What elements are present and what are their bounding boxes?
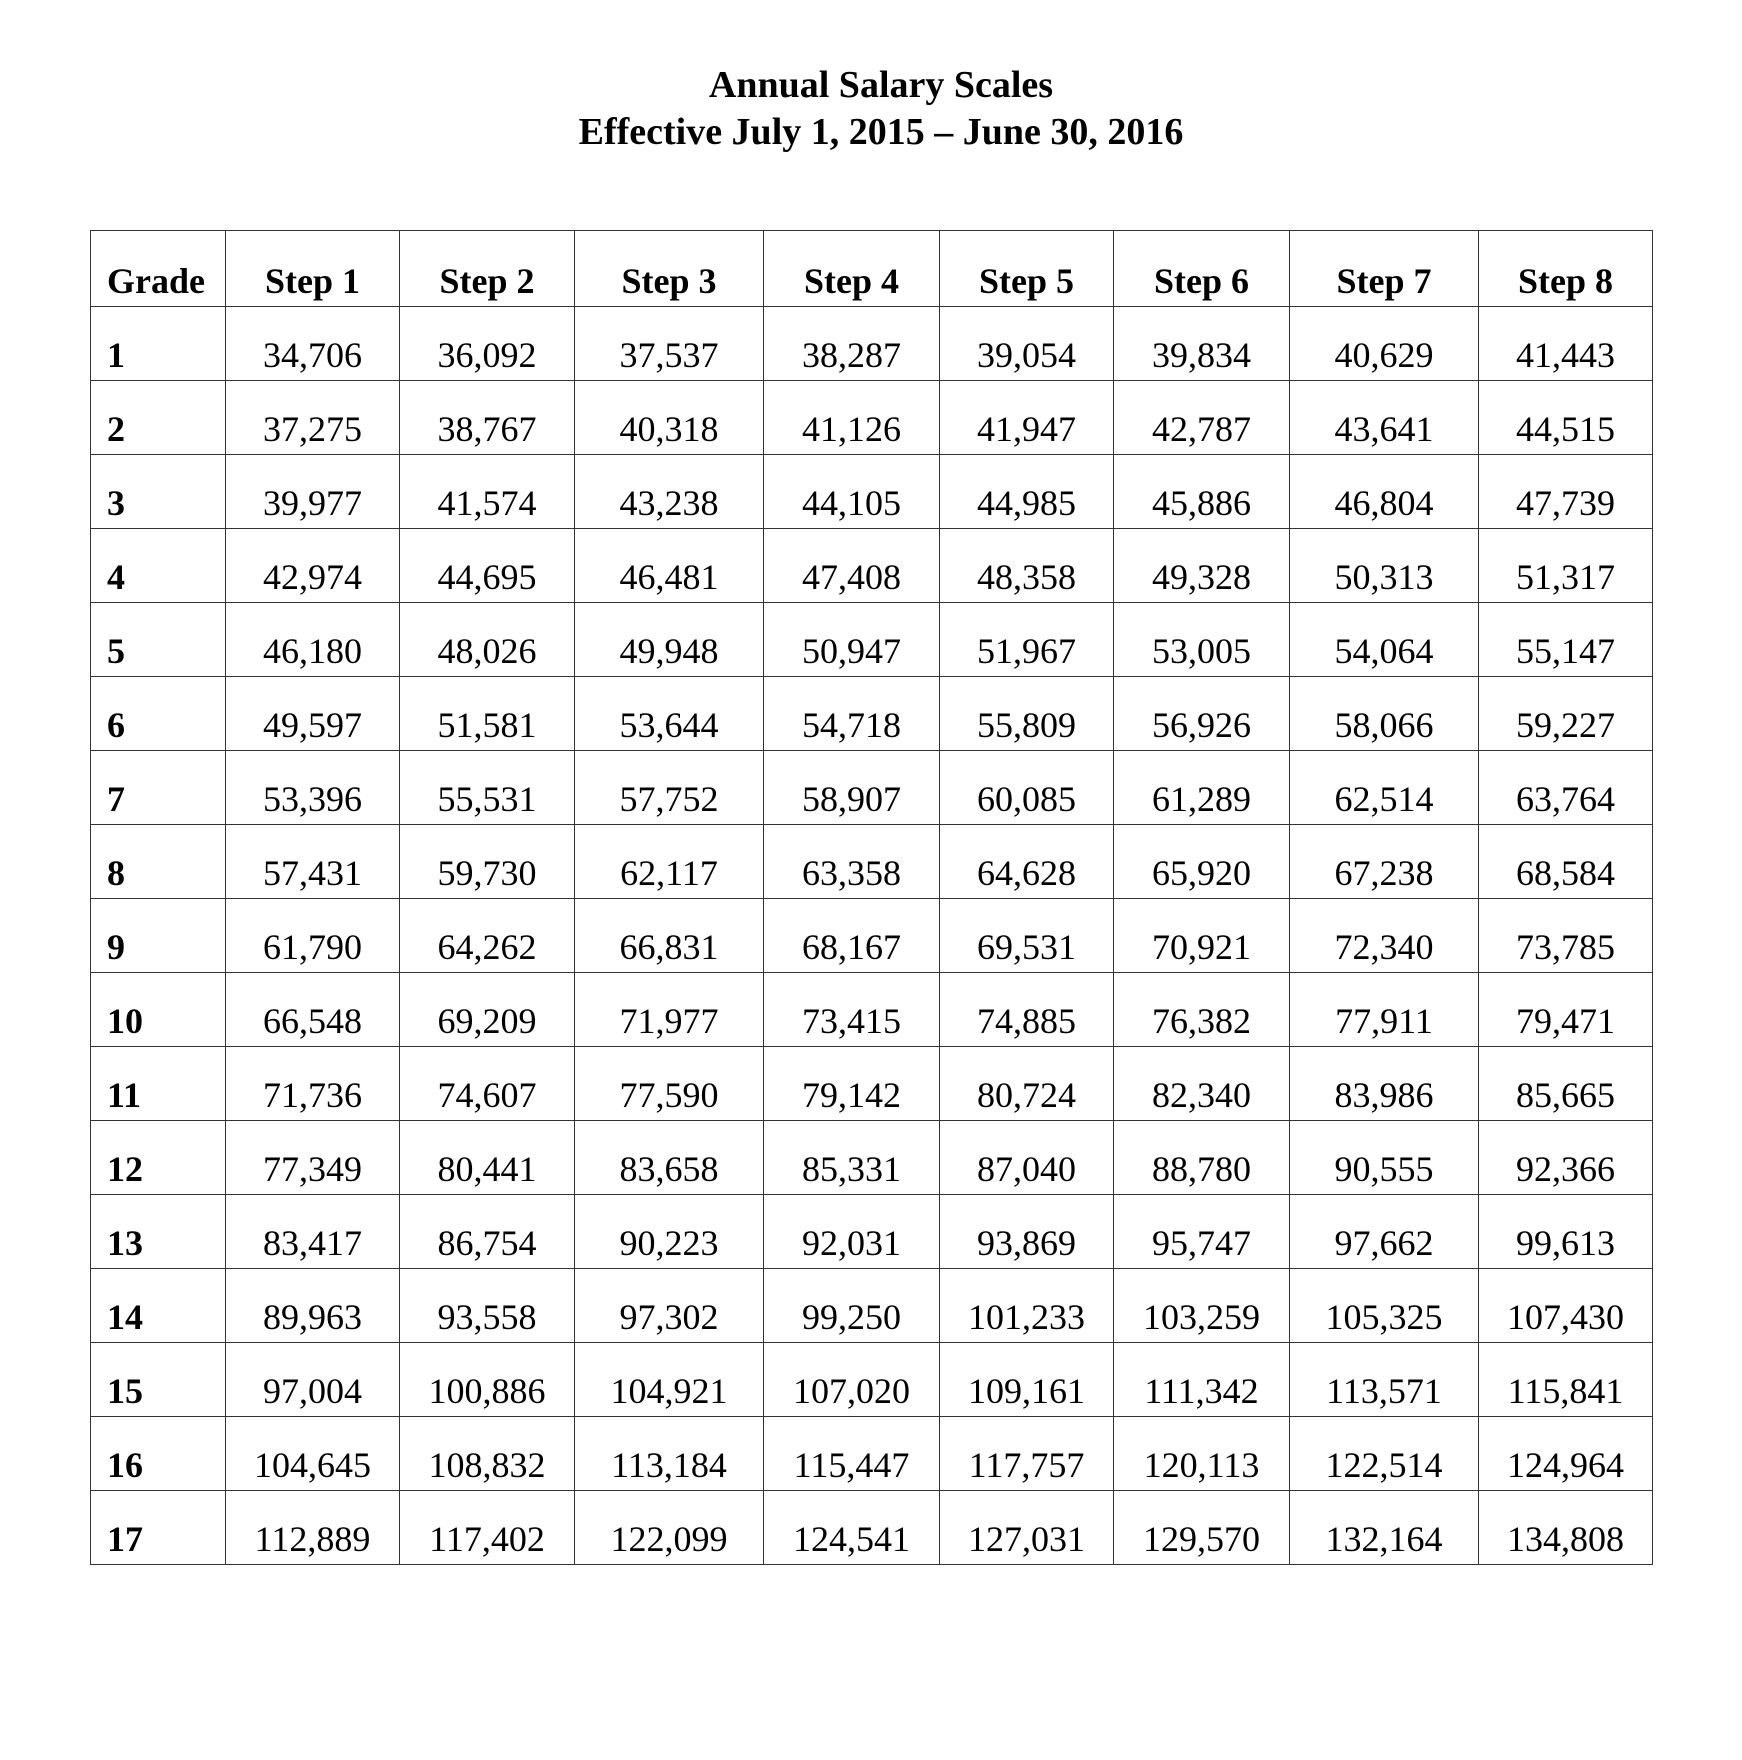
grade-cell: 6 [91,677,226,751]
grade-cell: 17 [91,1491,226,1565]
salary-cell-step-4: 58,907 [764,751,940,825]
table-row [91,1491,1653,1565]
salary-cell-step-1: 89,963 [226,1269,400,1343]
salary-cell-step-1: 42,974 [226,529,400,603]
salary-cell-step-3: 43,238 [575,455,764,529]
salary-cell-step-7: 113,571 [1290,1343,1479,1417]
column-header-step-6: Step 6 [1114,231,1290,307]
table-row [91,381,1653,455]
grade-cell: 7 [91,751,226,825]
column-header-step-7: Step 7 [1290,231,1479,307]
table-row [91,455,1653,529]
salary-cell-step-1: 53,396 [226,751,400,825]
salary-cell-step-8: 79,471 [1479,973,1653,1047]
salary-cell-step-6: 88,780 [1114,1121,1290,1195]
table-row [91,529,1653,603]
table-row [91,677,1653,751]
salary-cell-step-2: 80,441 [400,1121,575,1195]
grade-cell: 2 [91,381,226,455]
table-body [91,307,1653,1565]
salary-cell-step-4: 85,331 [764,1121,940,1195]
salary-cell-step-3: 97,302 [575,1269,764,1343]
salary-cell-step-7: 67,238 [1290,825,1479,899]
salary-cell-step-6: 95,747 [1114,1195,1290,1269]
salary-cell-step-6: 39,834 [1114,307,1290,381]
table-row [91,1343,1653,1417]
salary-cell-step-5: 101,233 [940,1269,1114,1343]
salary-cell-step-8: 51,317 [1479,529,1653,603]
salary-cell-step-7: 122,514 [1290,1417,1479,1491]
salary-cell-step-1: 61,790 [226,899,400,973]
salary-cell-step-2: 36,092 [400,307,575,381]
grade-cell: 13 [91,1195,226,1269]
salary-cell-step-6: 103,259 [1114,1269,1290,1343]
salary-cell-step-7: 132,164 [1290,1491,1479,1565]
salary-cell-step-2: 55,531 [400,751,575,825]
table-row [91,1047,1653,1121]
salary-cell-step-1: 46,180 [226,603,400,677]
salary-cell-step-5: 74,885 [940,973,1114,1047]
salary-cell-step-4: 124,541 [764,1491,940,1565]
salary-cell-step-5: 80,724 [940,1047,1114,1121]
salary-cell-step-4: 44,105 [764,455,940,529]
table-row [91,603,1653,677]
table-row [91,307,1653,381]
salary-cell-step-6: 82,340 [1114,1047,1290,1121]
column-header-step-4: Step 4 [764,231,940,307]
grade-cell: 3 [91,455,226,529]
salary-cell-step-4: 92,031 [764,1195,940,1269]
salary-cell-step-1: 77,349 [226,1121,400,1195]
salary-cell-step-2: 74,607 [400,1047,575,1121]
salary-cell-step-7: 50,313 [1290,529,1479,603]
salary-cell-step-4: 63,358 [764,825,940,899]
salary-cell-step-7: 77,911 [1290,973,1479,1047]
grade-cell: 15 [91,1343,226,1417]
salary-cell-step-7: 97,662 [1290,1195,1479,1269]
salary-cell-step-1: 112,889 [226,1491,400,1565]
salary-cell-step-3: 53,644 [575,677,764,751]
salary-cell-step-6: 53,005 [1114,603,1290,677]
salary-cell-step-7: 43,641 [1290,381,1479,455]
salary-cell-step-6: 65,920 [1114,825,1290,899]
salary-cell-step-2: 41,574 [400,455,575,529]
salary-cell-step-7: 62,514 [1290,751,1479,825]
salary-cell-step-4: 38,287 [764,307,940,381]
salary-cell-step-4: 79,142 [764,1047,940,1121]
salary-cell-step-1: 34,706 [226,307,400,381]
salary-cell-step-8: 59,227 [1479,677,1653,751]
table-header-row [91,231,1653,307]
salary-cell-step-6: 129,570 [1114,1491,1290,1565]
salary-cell-step-8: 92,366 [1479,1121,1653,1195]
salary-cell-step-8: 107,430 [1479,1269,1653,1343]
salary-cell-step-1: 37,275 [226,381,400,455]
title-line-2: Effective July 1, 2015 – June 30, 2016 [578,111,1184,153]
salary-cell-step-3: 37,537 [575,307,764,381]
table-row [91,1417,1653,1491]
salary-cell-step-5: 64,628 [940,825,1114,899]
salary-cell-step-6: 70,921 [1114,899,1290,973]
grade-cell: 16 [91,1417,226,1491]
salary-cell-step-5: 127,031 [940,1491,1114,1565]
salary-cell-step-2: 59,730 [400,825,575,899]
salary-cell-step-1: 97,004 [226,1343,400,1417]
salary-cell-step-3: 104,921 [575,1343,764,1417]
salary-cell-step-2: 108,832 [400,1417,575,1491]
salary-cell-step-5: 93,869 [940,1195,1114,1269]
grade-cell: 4 [91,529,226,603]
grade-cell: 8 [91,825,226,899]
salary-cell-step-3: 49,948 [575,603,764,677]
salary-cell-step-5: 69,531 [940,899,1114,973]
salary-cell-step-5: 39,054 [940,307,1114,381]
salary-cell-step-8: 63,764 [1479,751,1653,825]
salary-cell-step-7: 58,066 [1290,677,1479,751]
salary-cell-step-5: 87,040 [940,1121,1114,1195]
column-header-step-3: Step 3 [575,231,764,307]
salary-cell-step-3: 40,318 [575,381,764,455]
grade-cell: 9 [91,899,226,973]
salary-cell-step-3: 83,658 [575,1121,764,1195]
grade-cell: 5 [91,603,226,677]
salary-cell-step-4: 68,167 [764,899,940,973]
salary-scale-table [90,230,1653,1565]
grade-cell: 10 [91,973,226,1047]
salary-cell-step-8: 55,147 [1479,603,1653,677]
salary-cell-step-2: 44,695 [400,529,575,603]
salary-cell-step-6: 61,289 [1114,751,1290,825]
salary-cell-step-3: 122,099 [575,1491,764,1565]
salary-cell-step-2: 64,262 [400,899,575,973]
grade-cell: 11 [91,1047,226,1121]
grade-cell: 12 [91,1121,226,1195]
table-row [91,1269,1653,1343]
salary-cell-step-8: 134,808 [1479,1491,1653,1565]
salary-cell-step-8: 85,665 [1479,1047,1653,1121]
column-header-grade: Grade [91,231,226,307]
salary-cell-step-7: 90,555 [1290,1121,1479,1195]
salary-cell-step-8: 68,584 [1479,825,1653,899]
salary-cell-step-8: 124,964 [1479,1417,1653,1491]
salary-cell-step-4: 115,447 [764,1417,940,1491]
salary-cell-step-5: 117,757 [940,1417,1114,1491]
salary-cell-step-4: 47,408 [764,529,940,603]
salary-cell-step-3: 66,831 [575,899,764,973]
salary-cell-step-2: 93,558 [400,1269,575,1343]
salary-cell-step-5: 44,985 [940,455,1114,529]
salary-cell-step-5: 51,967 [940,603,1114,677]
grade-cell: 14 [91,1269,226,1343]
salary-cell-step-4: 99,250 [764,1269,940,1343]
salary-cell-step-5: 48,358 [940,529,1114,603]
salary-cell-step-8: 47,739 [1479,455,1653,529]
salary-cell-step-7: 40,629 [1290,307,1479,381]
table-row [91,899,1653,973]
salary-cell-step-8: 41,443 [1479,307,1653,381]
salary-cell-step-6: 42,787 [1114,381,1290,455]
salary-cell-step-4: 41,126 [764,381,940,455]
table-row [91,973,1653,1047]
column-header-step-5: Step 5 [940,231,1114,307]
salary-cell-step-3: 90,223 [575,1195,764,1269]
salary-cell-step-2: 48,026 [400,603,575,677]
salary-cell-step-2: 69,209 [400,973,575,1047]
salary-cell-step-2: 51,581 [400,677,575,751]
salary-cell-step-5: 41,947 [940,381,1114,455]
salary-cell-step-3: 71,977 [575,973,764,1047]
table-row [91,1121,1653,1195]
salary-cell-step-7: 83,986 [1290,1047,1479,1121]
salary-cell-step-6: 49,328 [1114,529,1290,603]
salary-cell-step-7: 72,340 [1290,899,1479,973]
salary-cell-step-6: 120,113 [1114,1417,1290,1491]
salary-cell-step-8: 99,613 [1479,1195,1653,1269]
salary-cell-step-3: 46,481 [575,529,764,603]
salary-cell-step-8: 73,785 [1479,899,1653,973]
salary-cell-step-1: 104,645 [226,1417,400,1491]
salary-cell-step-7: 54,064 [1290,603,1479,677]
table-row [91,1195,1653,1269]
table-row [91,751,1653,825]
salary-cell-step-2: 38,767 [400,381,575,455]
column-header-step-8: Step 8 [1479,231,1653,307]
salary-cell-step-4: 73,415 [764,973,940,1047]
salary-cell-step-1: 57,431 [226,825,400,899]
salary-cell-step-5: 60,085 [940,751,1114,825]
salary-cell-step-6: 56,926 [1114,677,1290,751]
salary-cell-step-6: 111,342 [1114,1343,1290,1417]
salary-cell-step-1: 66,548 [226,973,400,1047]
salary-cell-step-6: 76,382 [1114,973,1290,1047]
salary-cell-step-2: 100,886 [400,1343,575,1417]
salary-cell-step-2: 86,754 [400,1195,575,1269]
salary-cell-step-5: 55,809 [940,677,1114,751]
salary-cell-step-6: 45,886 [1114,455,1290,529]
salary-cell-step-8: 44,515 [1479,381,1653,455]
grade-cell: 1 [91,307,226,381]
document-title [0,62,1742,156]
salary-cell-step-1: 49,597 [226,677,400,751]
salary-cell-step-3: 57,752 [575,751,764,825]
salary-cell-step-1: 83,417 [226,1195,400,1269]
salary-cell-step-1: 39,977 [226,455,400,529]
salary-cell-step-4: 50,947 [764,603,940,677]
salary-cell-step-2: 117,402 [400,1491,575,1565]
salary-cell-step-3: 62,117 [575,825,764,899]
salary-cell-step-8: 115,841 [1479,1343,1653,1417]
salary-cell-step-4: 54,718 [764,677,940,751]
salary-cell-step-1: 71,736 [226,1047,400,1121]
column-header-step-2: Step 2 [400,231,575,307]
salary-cell-step-3: 113,184 [575,1417,764,1491]
salary-cell-step-3: 77,590 [575,1047,764,1121]
column-header-step-1: Step 1 [226,231,400,307]
table-row [91,825,1653,899]
salary-cell-step-4: 107,020 [764,1343,940,1417]
salary-cell-step-7: 46,804 [1290,455,1479,529]
title-line-1: Annual Salary Scales [708,64,1054,106]
salary-cell-step-7: 105,325 [1290,1269,1479,1343]
salary-cell-step-5: 109,161 [940,1343,1114,1417]
